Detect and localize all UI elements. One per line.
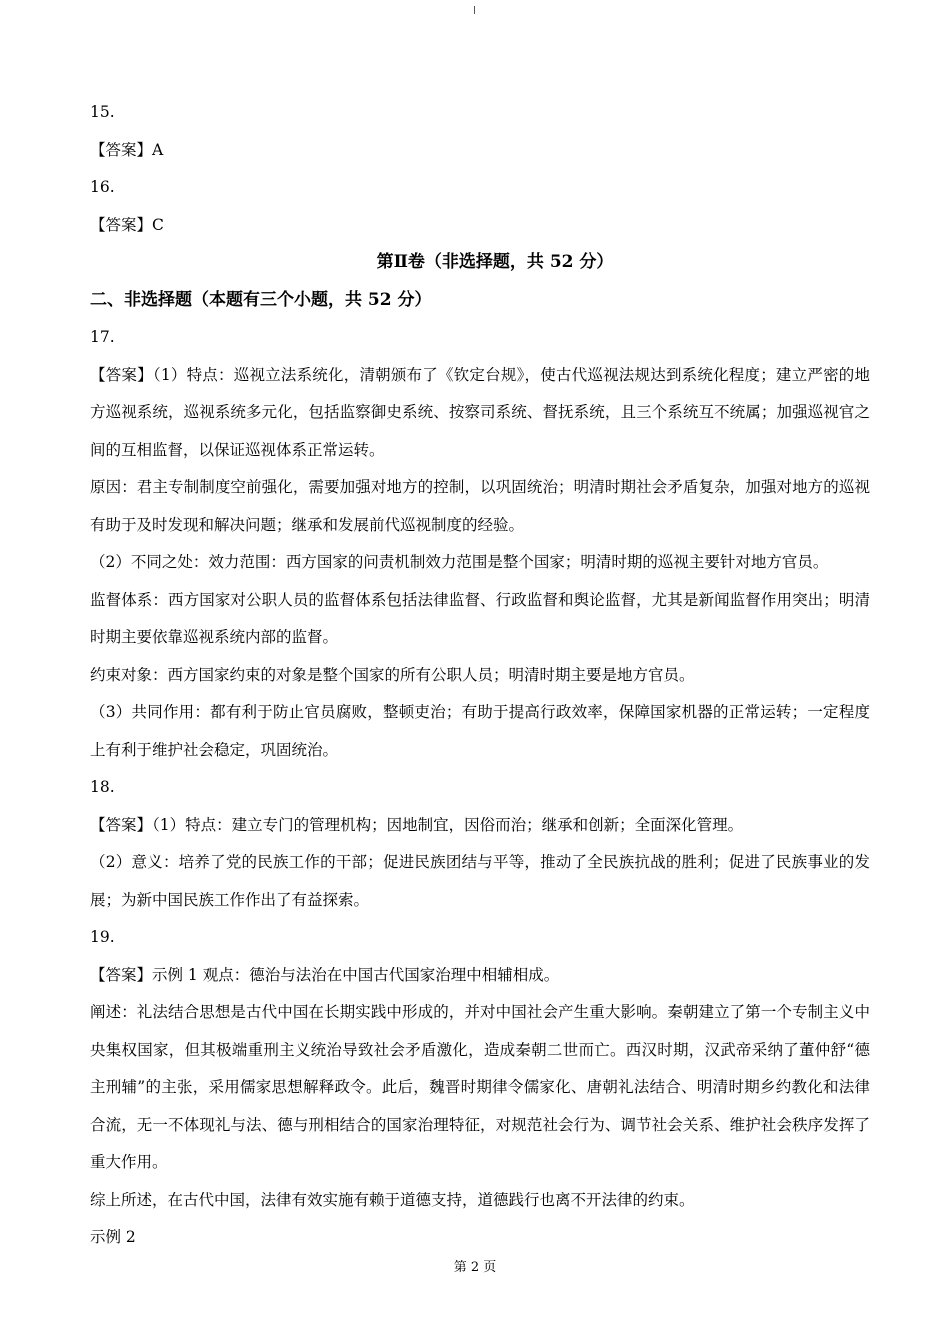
question-number-19: 19. [90, 928, 115, 946]
q17-paragraph: 约束对象：西方国家约束的对象是整个国家的所有公职人员；明清时期主要是地方官员。 [90, 665, 695, 684]
q17-paragraph: （2）不同之处：效力范围：西方国家的问责机制效力范围是整个国家；明清时期的巡视主要针对地方官员。 [90, 553, 829, 571]
page-content [90, 94, 870, 1257]
q17-paragraph: （3）共同作用：都有利于防止官员腐败，整顿吏治；有助于提高行政效率，保障国家机器的正常运转；一定程度上有利于维护社会稳定，巩固统治。 [90, 703, 870, 759]
q17-paragraph: 监督体系：西方国家对公职人员的监督体系包括法律监督、行政监督和舆论监督，尤其是新闻监督作用突出；明清时期主要依靠巡视系统内部的监督。 [90, 590, 870, 646]
q17-paragraph: 【答案】（1）特点：巡视立法系统化，清朝颁布了《钦定台规》，使古代巡视法规达到系统化程度；建立严密的地方巡视系统，巡视系统多元化，包括监察御史系统、按察司系统、督抚系统，且三个系统互不统属；加强巡视官之间的互相监督，以保证巡视体系正常运转。 [90, 365, 870, 459]
section-title: 二、非选择题（本题有三个小题，共 52 分） [90, 289, 432, 310]
question-number-18: 18. [90, 778, 115, 796]
q18-paragraph: 【答案】（1）特点：建立专门的管理机构；因地制宜，因俗而治；继承和创新；全面深化管理。 [90, 815, 744, 834]
q19-paragraph: 【答案】示例 1 观点：德治与法治在中国古代国家治理中相辅相成。 [90, 965, 560, 984]
question-number-15: 15. [90, 103, 115, 121]
page-top-mark [474, 6, 475, 14]
answer-16: 【答案】C [90, 215, 164, 234]
answer-15: 【答案】A [90, 140, 164, 159]
page-footer: 第 2 页 [453, 1260, 497, 1275]
q19-paragraph: 示例 2 [90, 1228, 136, 1246]
q19-paragraph: 阐述：礼法结合思想是古代中国在长期实践中形成的，并对中国社会产生重大影响。秦朝建立了第一个专制主义中央集权国家，但其极端重刑主义统治导致社会矛盾激化，造成秦朝二世而亡。西汉时期，汉武帝采纳了董仲舒“德主刑辅”的主张，采用儒家思想解释政令。此后，魏晋时期律令儒家化、唐朝礼法结合、明清时期乡约教化和法律合流，无一不体现礼与法、德与刑相结合的国家治理特征，对规范社会行为、调节社会关系、维护社会秩序发挥了重大作用。 [90, 1003, 870, 1171]
volume-title: 第Ⅱ卷（非选择题，共 52 分） [376, 252, 614, 272]
q18-paragraph: （2）意义：培养了党的民族工作的干部；促进民族团结与平等，推动了全民族抗战的胜利；促进了民族事业的发展；为新中国民族工作作出了有益探索。 [90, 853, 870, 909]
q19-paragraph: 综上所述，在古代中国，法律有效实施有赖于道德支持，道德践行也离不开法律的约束。 [90, 1190, 695, 1209]
question-number-16: 16. [90, 178, 115, 196]
q17-paragraph: 原因：君主专制制度空前强化，需要加强对地方的控制，以巩固统治；明清时期社会矛盾复杂，加强对地方的巡视有助于及时发现和解决问题；继承和发展前代巡视制度的经验。 [90, 478, 870, 534]
question-number-17: 17. [90, 328, 115, 346]
